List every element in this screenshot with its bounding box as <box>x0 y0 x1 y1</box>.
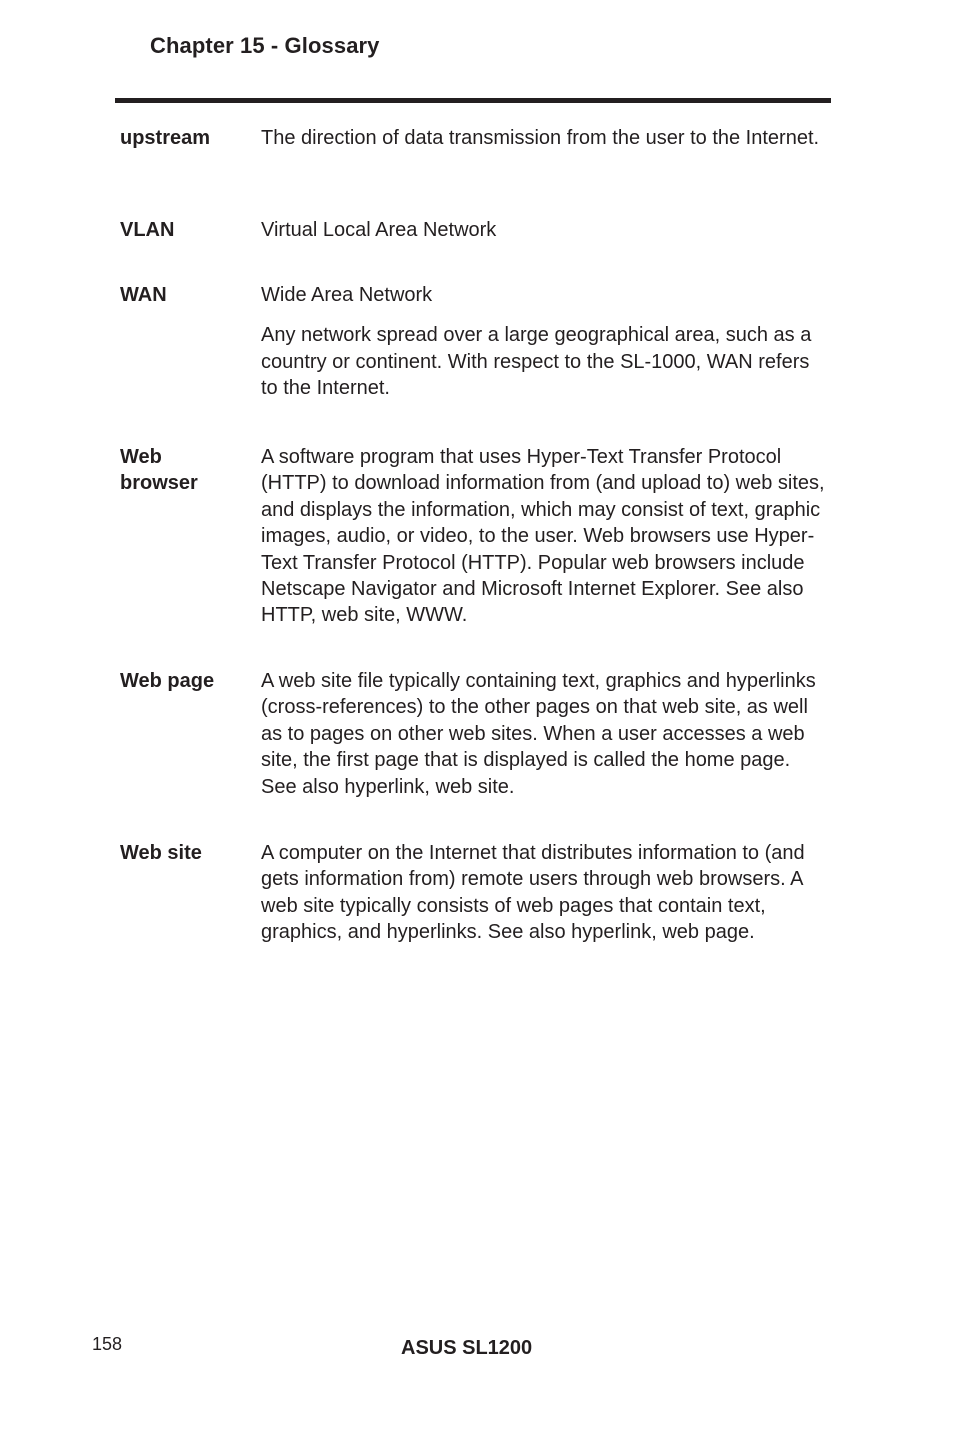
glossary-definition: A computer on the Internet that distributes information to (and gets information from) remote users through web browsers. A web site typically consists of web pages that contain text, graphics, and hyperlinks. See also hyperlink, web page. <box>261 842 805 944</box>
glossary-definitions <box>261 444 831 643</box>
glossary-term: WAN <box>120 284 167 306</box>
glossary-definitions <box>261 217 831 257</box>
header-rule <box>115 98 831 103</box>
glossary-definitions <box>261 668 831 814</box>
glossary-definition: A software program that uses Hyper-Text Transfer Protocol (HTTP) to download information from (and upload to) web sites, and displays the information, which may consist of text, graphic images, audio, or video, to the user. Web browsers use Hyper-Text Transfer Protocol (HTTP). Popular web browsers include Netscape Navigator and Microsoft Internet Explorer. See also HTTP, web site, WWW. <box>261 446 825 627</box>
glossary-term: Web site <box>120 842 202 864</box>
glossary-definitions <box>261 282 831 416</box>
glossary-definition: Wide Area Network <box>261 284 433 306</box>
glossary-definitions <box>261 840 831 960</box>
glossary-definition: A web site file typically containing text, graphics and hyperlinks (cross-references) to the other pages on that web site, as well as to pages on other web sites. When a user accesses a web site, the first page that is displayed is called the home page. See also hyperlink, web site. <box>261 670 816 798</box>
glossary-term: VLAN <box>120 219 175 241</box>
glossary-definition: Virtual Local Area Network <box>261 219 497 241</box>
glossary-term: Web browser <box>120 446 198 495</box>
footer-product-name: ASUS SL1200 <box>401 1337 533 1359</box>
glossary-definition: Any network spread over a large geographical area, such as a country or continent. With respect to the SL-1000, WAN refers to the Internet. <box>261 324 812 400</box>
glossary-term: Web page <box>120 670 215 692</box>
glossary-term: upstream <box>120 127 211 149</box>
glossary-definition: The direction of data transmission from the user to the Internet. <box>261 127 820 149</box>
page-number: 158 <box>92 1334 123 1354</box>
chapter-title: Chapter 15 - Glossary <box>150 33 380 58</box>
glossary-definitions <box>261 125 831 165</box>
